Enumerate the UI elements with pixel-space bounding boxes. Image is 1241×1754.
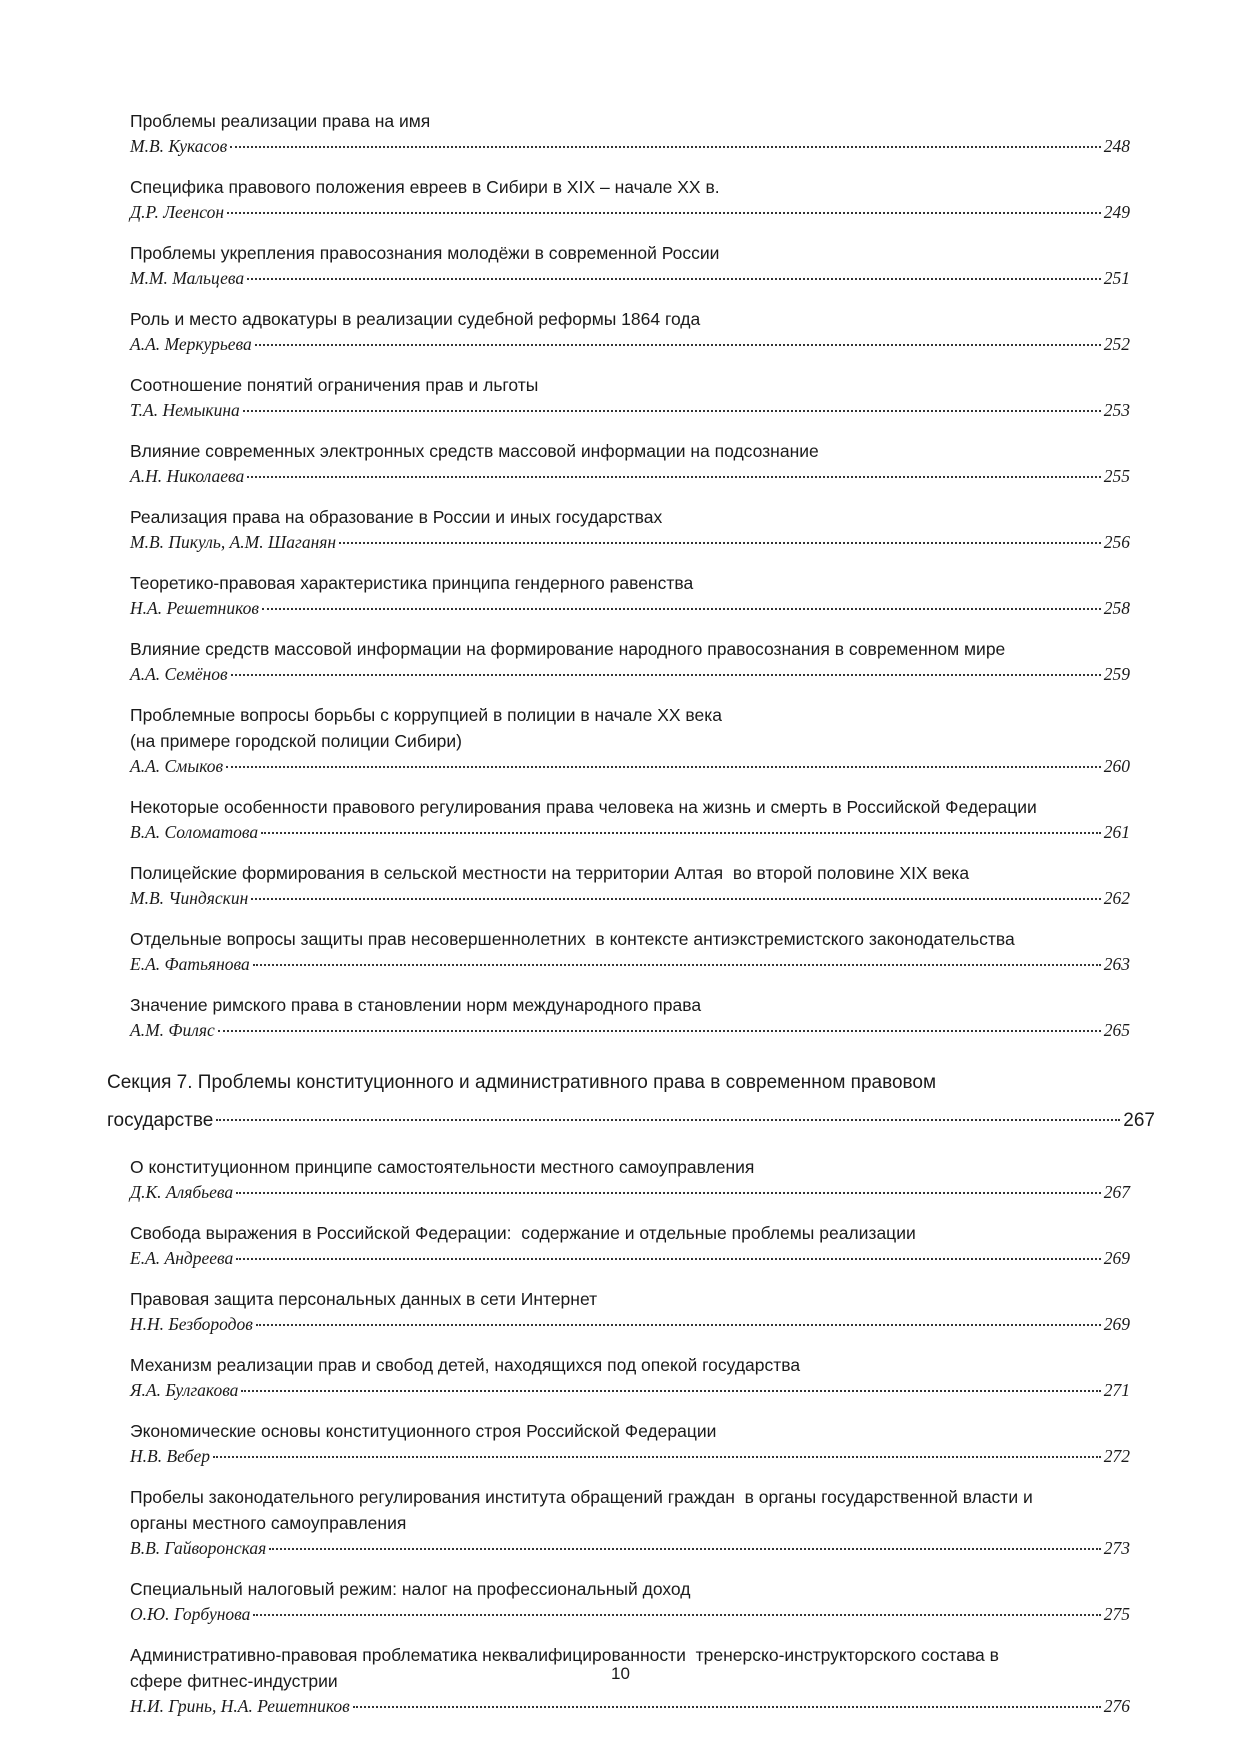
toc-entry (130, 372, 1130, 422)
entry-page: 255 (1103, 466, 1130, 486)
dot-leader (262, 608, 1101, 610)
toc-entry (130, 1286, 1130, 1336)
dot-leader (247, 278, 1101, 280)
entry-page: 249 (1103, 202, 1130, 222)
entry-page: 251 (1103, 268, 1130, 288)
entry-author-line (130, 1312, 1130, 1336)
dot-leader (251, 898, 1100, 900)
entry-author: В.В. Гайворонская (130, 1538, 267, 1558)
entry-author: О.Ю. Горбунова (130, 1604, 251, 1624)
dot-leader (241, 1390, 1100, 1392)
entry-author-line (130, 596, 1130, 620)
entry-author-line (130, 200, 1130, 224)
entry-page: 261 (1103, 822, 1130, 842)
toc-entries-group-b (130, 1154, 1130, 1718)
entry-author-line (130, 1602, 1130, 1626)
entry-page: 248 (1103, 136, 1130, 156)
entry-author: Н.И. Гринь, Н.А. Решетников (130, 1696, 350, 1716)
entry-page: 252 (1103, 334, 1130, 354)
entry-page: 273 (1103, 1538, 1130, 1558)
entry-title: Проблемные вопросы борьбы с коррупцией в полиции в начале XX века (на примере городской полиции Сибири) (130, 705, 723, 751)
entry-author: Т.А. Немыкина (130, 400, 240, 420)
entry-page: 259 (1103, 664, 1130, 684)
entry-title: Полицейские формирования в сельской местности на территории Алтая во второй половине XIX века (130, 863, 970, 883)
toc-entry (130, 570, 1130, 620)
entry-author-line (130, 1246, 1130, 1270)
toc-entry (130, 240, 1130, 290)
entry-title: Соотношение понятий ограничения прав и льготы (130, 375, 539, 395)
entry-page: 271 (1103, 1380, 1130, 1400)
table-of-contents (107, 108, 1155, 1734)
toc-entry (130, 174, 1130, 224)
entry-title: Административно-правовая проблематика неквалифицированности тренерско-инструкторского состава в сфере фитнес-индустрии (130, 1645, 999, 1691)
toc-entry (130, 702, 1130, 778)
entry-title: Правовая защита персональных данных в сети Интернет (130, 1289, 598, 1309)
entry-title: Специальный налоговый режим: налог на профессиональный доход (130, 1579, 691, 1599)
entry-author: А.М. Филяс (130, 1020, 215, 1040)
entry-title: Механизм реализации прав и свобод детей, находящихся под опекой государства (130, 1355, 801, 1375)
entry-page: 276 (1103, 1696, 1130, 1716)
dot-leader (253, 964, 1101, 966)
section-title-continuation: государстве (107, 1110, 214, 1131)
dot-leader (230, 146, 1101, 148)
dot-leader (218, 1030, 1101, 1032)
toc-section-heading (107, 1064, 1155, 1140)
dot-leader (216, 1119, 1120, 1121)
entry-page: 275 (1103, 1604, 1130, 1624)
toc-entry (130, 1484, 1130, 1560)
entry-author-line (130, 530, 1130, 554)
entry-title: Теоретико-правовая характеристика принципа гендерного равенства (130, 573, 694, 593)
entry-author: А.Н. Николаева (130, 466, 245, 486)
entry-title: Проблемы укрепления правосознания молодёжи в современной России (130, 243, 720, 263)
entry-title: О конституционном принципе самостоятельности местного самоуправления (130, 1157, 755, 1177)
entry-author: Н.Н. Безбородов (130, 1314, 253, 1334)
toc-entries-group-a (130, 108, 1130, 1042)
entry-author-line (130, 332, 1130, 356)
entry-title: Влияние современных электронных средств массовой информации на подсознание (130, 441, 819, 461)
entry-author-line (130, 1378, 1130, 1402)
entry-page: 253 (1103, 400, 1130, 420)
entry-author-line (130, 1018, 1130, 1042)
dot-leader (227, 212, 1101, 214)
entry-title: Отдельные вопросы защиты прав несовершеннолетних в контексте антиэкстремистского законодательства (130, 929, 1015, 949)
entry-author-line (130, 134, 1130, 158)
dot-leader (255, 344, 1101, 346)
dot-leader (243, 410, 1101, 412)
toc-entry (130, 636, 1130, 686)
toc-entry (130, 108, 1130, 158)
entry-page: 272 (1103, 1446, 1130, 1466)
toc-entry (130, 438, 1130, 488)
entry-author: Н.А. Решетников (130, 598, 259, 618)
dot-leader (256, 1324, 1101, 1326)
entry-author: Н.В. Вебер (130, 1446, 210, 1466)
entry-page: 263 (1103, 954, 1130, 974)
entry-author: М.В. Чиндяскин (130, 888, 249, 908)
entry-title: Некоторые особенности правового регулирования права человека на жизнь и смерть в Российской Федерации (130, 797, 1037, 817)
toc-entry (130, 306, 1130, 356)
entry-page: 269 (1103, 1248, 1130, 1268)
entry-author: Е.А. Андреева (130, 1248, 234, 1268)
entry-author: А.А. Меркурьева (130, 334, 252, 354)
section-title-line (107, 1102, 1155, 1140)
entry-page: 265 (1103, 1020, 1130, 1040)
toc-entry (130, 1418, 1130, 1468)
entry-page: 260 (1103, 756, 1130, 776)
section-title: Секция 7. Проблемы конституционного и административного права в современном правовом (107, 1072, 937, 1093)
toc-entry (130, 504, 1130, 554)
entry-author: Д.Р. Леенсон (130, 202, 225, 222)
entry-author-line (130, 820, 1130, 844)
entry-title: Экономические основы конституционного строя Российской Федерации (130, 1421, 717, 1441)
entry-page: 262 (1103, 888, 1130, 908)
entry-title: Проблемы реализации права на имя (130, 111, 431, 131)
dot-leader (226, 766, 1101, 768)
entry-author: Д.К. Алябьева (130, 1182, 234, 1202)
dot-leader (213, 1456, 1101, 1458)
entry-author-line (130, 1536, 1130, 1560)
dot-leader (236, 1192, 1101, 1194)
entry-author-line (130, 952, 1130, 976)
entry-title: Реализация права на образование в России и иных государствах (130, 507, 663, 527)
entry-author: Я.А. Булгакова (130, 1380, 239, 1400)
entry-author-line (130, 398, 1130, 422)
entry-title: Свобода выражения в Российской Федерации: содержание и отдельные проблемы реализации (130, 1223, 916, 1243)
entry-author: А.А. Смыков (130, 756, 224, 776)
entry-author-line (130, 464, 1130, 488)
entry-author-line (130, 662, 1130, 686)
entry-author: М.В. Кукасов (130, 136, 228, 156)
dot-leader (236, 1258, 1101, 1260)
entry-title: Пробелы законодательного регулирования института обращений граждан в органы государственной власти и органы местного самоуправления (130, 1487, 1033, 1533)
entry-author: А.А. Семёнов (130, 664, 228, 684)
entry-author-line (130, 266, 1130, 290)
toc-entry (130, 1576, 1130, 1626)
entry-author-line (130, 754, 1130, 778)
toc-entry (130, 1352, 1130, 1402)
entry-author: Е.А. Фатьянова (130, 954, 250, 974)
entry-author-line (130, 1694, 1130, 1718)
entry-title: Значение римского права в становлении норм международного права (130, 995, 702, 1015)
dot-leader (339, 542, 1101, 544)
section-page: 267 (1123, 1110, 1155, 1131)
dot-leader (269, 1548, 1101, 1550)
entry-author: М.М. Мальцева (130, 268, 245, 288)
entry-page: 258 (1103, 598, 1130, 618)
page-number: 10 (611, 1664, 630, 1683)
entry-title: Специфика правового положения евреев в Сибири в XIX – начале XX в. (130, 177, 720, 197)
entry-author: В.А. Соломатова (130, 822, 259, 842)
entry-author-line (130, 1444, 1130, 1468)
entry-page: 267 (1103, 1182, 1130, 1202)
entry-title: Влияние средств массовой информации на формирование народного правосознания в современном мире (130, 639, 1006, 659)
entry-author-line (130, 1180, 1130, 1204)
entry-page: 269 (1103, 1314, 1130, 1334)
entry-title: Роль и место адвокатуры в реализации судебной реформы 1864 года (130, 309, 701, 329)
dot-leader (231, 674, 1101, 676)
toc-entry (130, 794, 1130, 844)
entry-author: М.В. Пикуль, А.М. Шаганян (130, 532, 337, 552)
toc-entry (130, 926, 1130, 976)
toc-entry (130, 860, 1130, 910)
toc-entry (130, 992, 1130, 1042)
entry-page: 256 (1103, 532, 1130, 552)
dot-leader (247, 476, 1100, 478)
entry-author-line (130, 886, 1130, 910)
dot-leader (253, 1614, 1100, 1616)
toc-entry (130, 1154, 1130, 1204)
toc-entry (130, 1220, 1130, 1270)
dot-leader (261, 832, 1101, 834)
dot-leader (353, 1706, 1101, 1708)
